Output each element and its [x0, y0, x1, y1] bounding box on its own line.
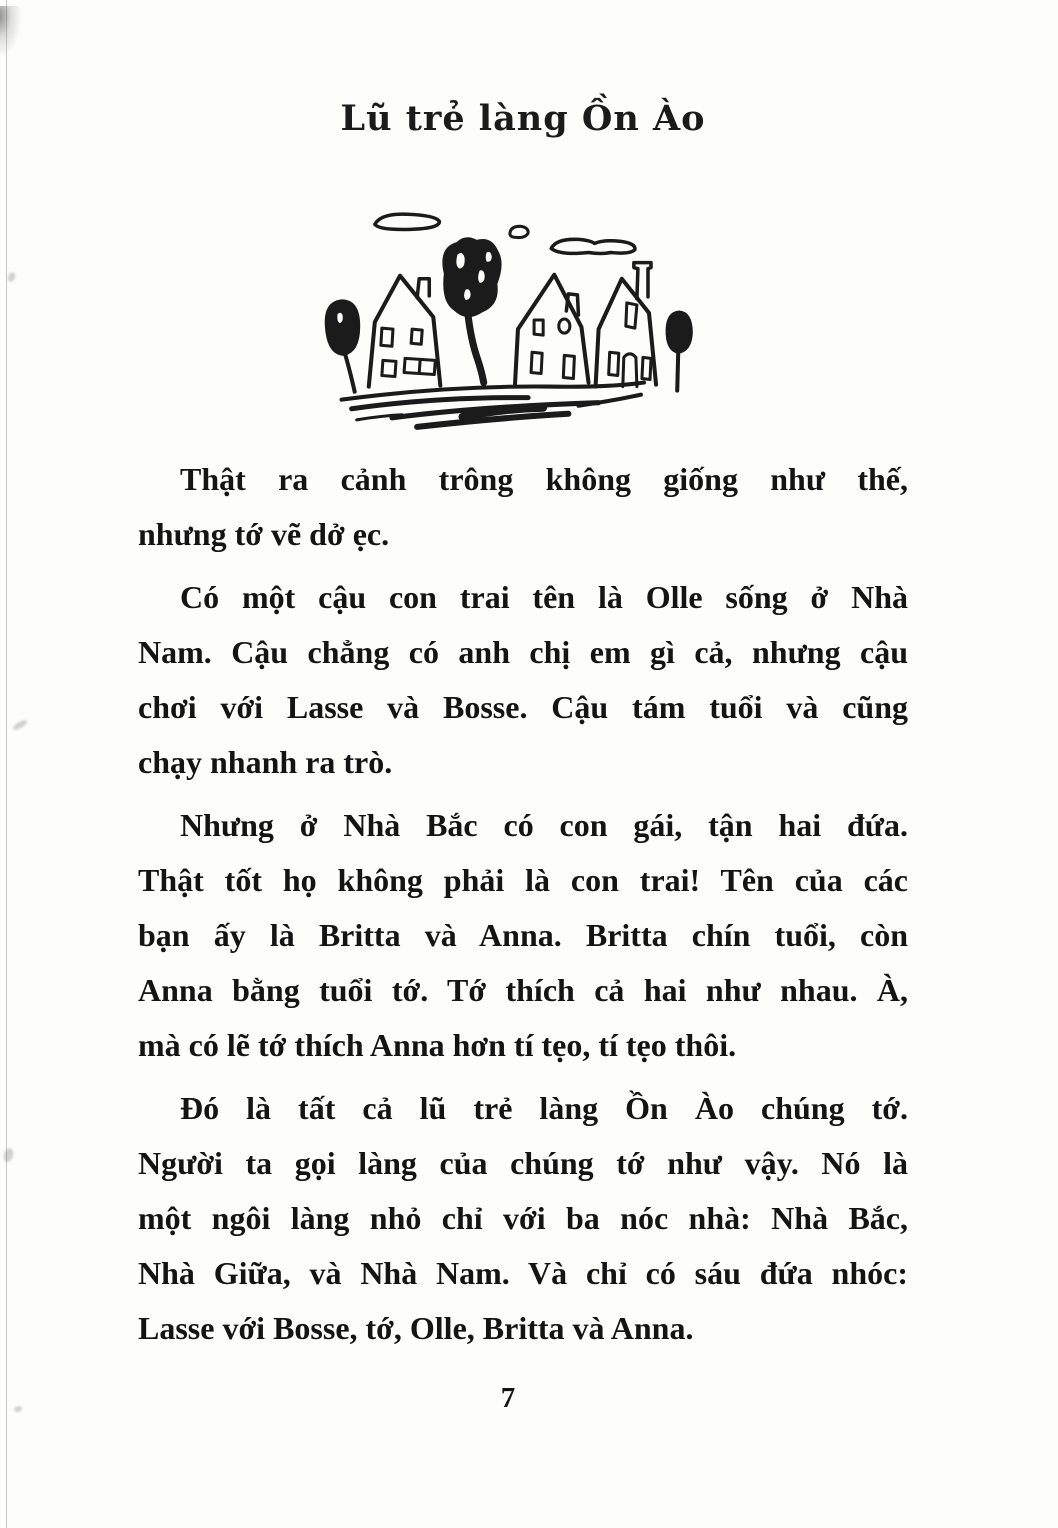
- scan-smudge: [7, 271, 17, 283]
- text-line: Thật tốt họ không phải là con trai! Tên của các: [138, 862, 908, 898]
- tree-sketch-center: [444, 239, 500, 383]
- house-sketch-right: [596, 263, 656, 387]
- paragraph: [138, 1081, 908, 1356]
- text-line: nhưng tớ vẽ dở ẹc.: [138, 516, 390, 552]
- text-line: Người ta gọi làng của chúng tớ như vậy. Nó là: [138, 1145, 908, 1181]
- scan-smudge: [13, 1405, 22, 1413]
- text-line: chạy nhanh ra trò.: [138, 744, 393, 780]
- text-line: chơi với Lasse và Bosse. Cậu tám tuổi và cũng: [138, 689, 908, 725]
- text-line: Nhà Giữa, và Nhà Nam. Và chỉ có sáu đứa nhóc:: [138, 1255, 908, 1291]
- text-line: Nam. Cậu chẳng có anh chị em gì cả, nhưng cậu: [138, 634, 908, 670]
- text-line: Thật ra cảnh trông không giống như thế,: [180, 461, 908, 497]
- text-line: Anna bằng tuổi tớ. Tớ thích cả hai như nhau. À,: [138, 972, 908, 1008]
- page-edge-line: [6, 0, 7, 1528]
- text-line: bạn ấy là Britta và Anna. Britta chín tuổi, còn: [138, 917, 908, 953]
- scan-smudge: [2, 1147, 14, 1163]
- house-sketch-left: [369, 276, 441, 387]
- text-line: Đó là tất cả lũ trẻ làng Ồn Ào chúng tớ.: [180, 1090, 908, 1126]
- text-line: Lasse với Bosse, tớ, Olle, Britta và Anna.: [138, 1310, 694, 1346]
- text-line: Nhưng ở Nhà Bắc có con gái, tận hai đứa.: [180, 807, 908, 843]
- cloud-sketch: [375, 214, 635, 253]
- tree-sketch-left: [326, 301, 358, 392]
- text-line: Có một cậu con trai tên là Olle sống ở Nhà: [180, 579, 908, 615]
- scan-smudge: [0, 6, 22, 58]
- body-text: [138, 452, 908, 1364]
- running-header: Lũ trẻ làng Ồn Ào: [340, 98, 706, 139]
- tree-sketch-right: [667, 312, 691, 391]
- house-sketch-middle: [515, 275, 589, 386]
- paragraph: [138, 570, 908, 790]
- text-line: một ngôi làng nhỏ chỉ với ba nóc nhà: Nhà Bắc,: [138, 1200, 908, 1236]
- paragraph: [138, 798, 908, 1073]
- page-number: 7: [500, 1382, 516, 1414]
- paragraph: [138, 452, 908, 562]
- village-drawing: [296, 188, 750, 440]
- ground-strokes: [342, 383, 644, 427]
- text-line: mà có lẽ tớ thích Anna hơn tí tẹo, tí tẹo thôi.: [138, 1027, 737, 1063]
- village-drawing-svg: [296, 188, 750, 440]
- scan-smudge: [12, 718, 29, 731]
